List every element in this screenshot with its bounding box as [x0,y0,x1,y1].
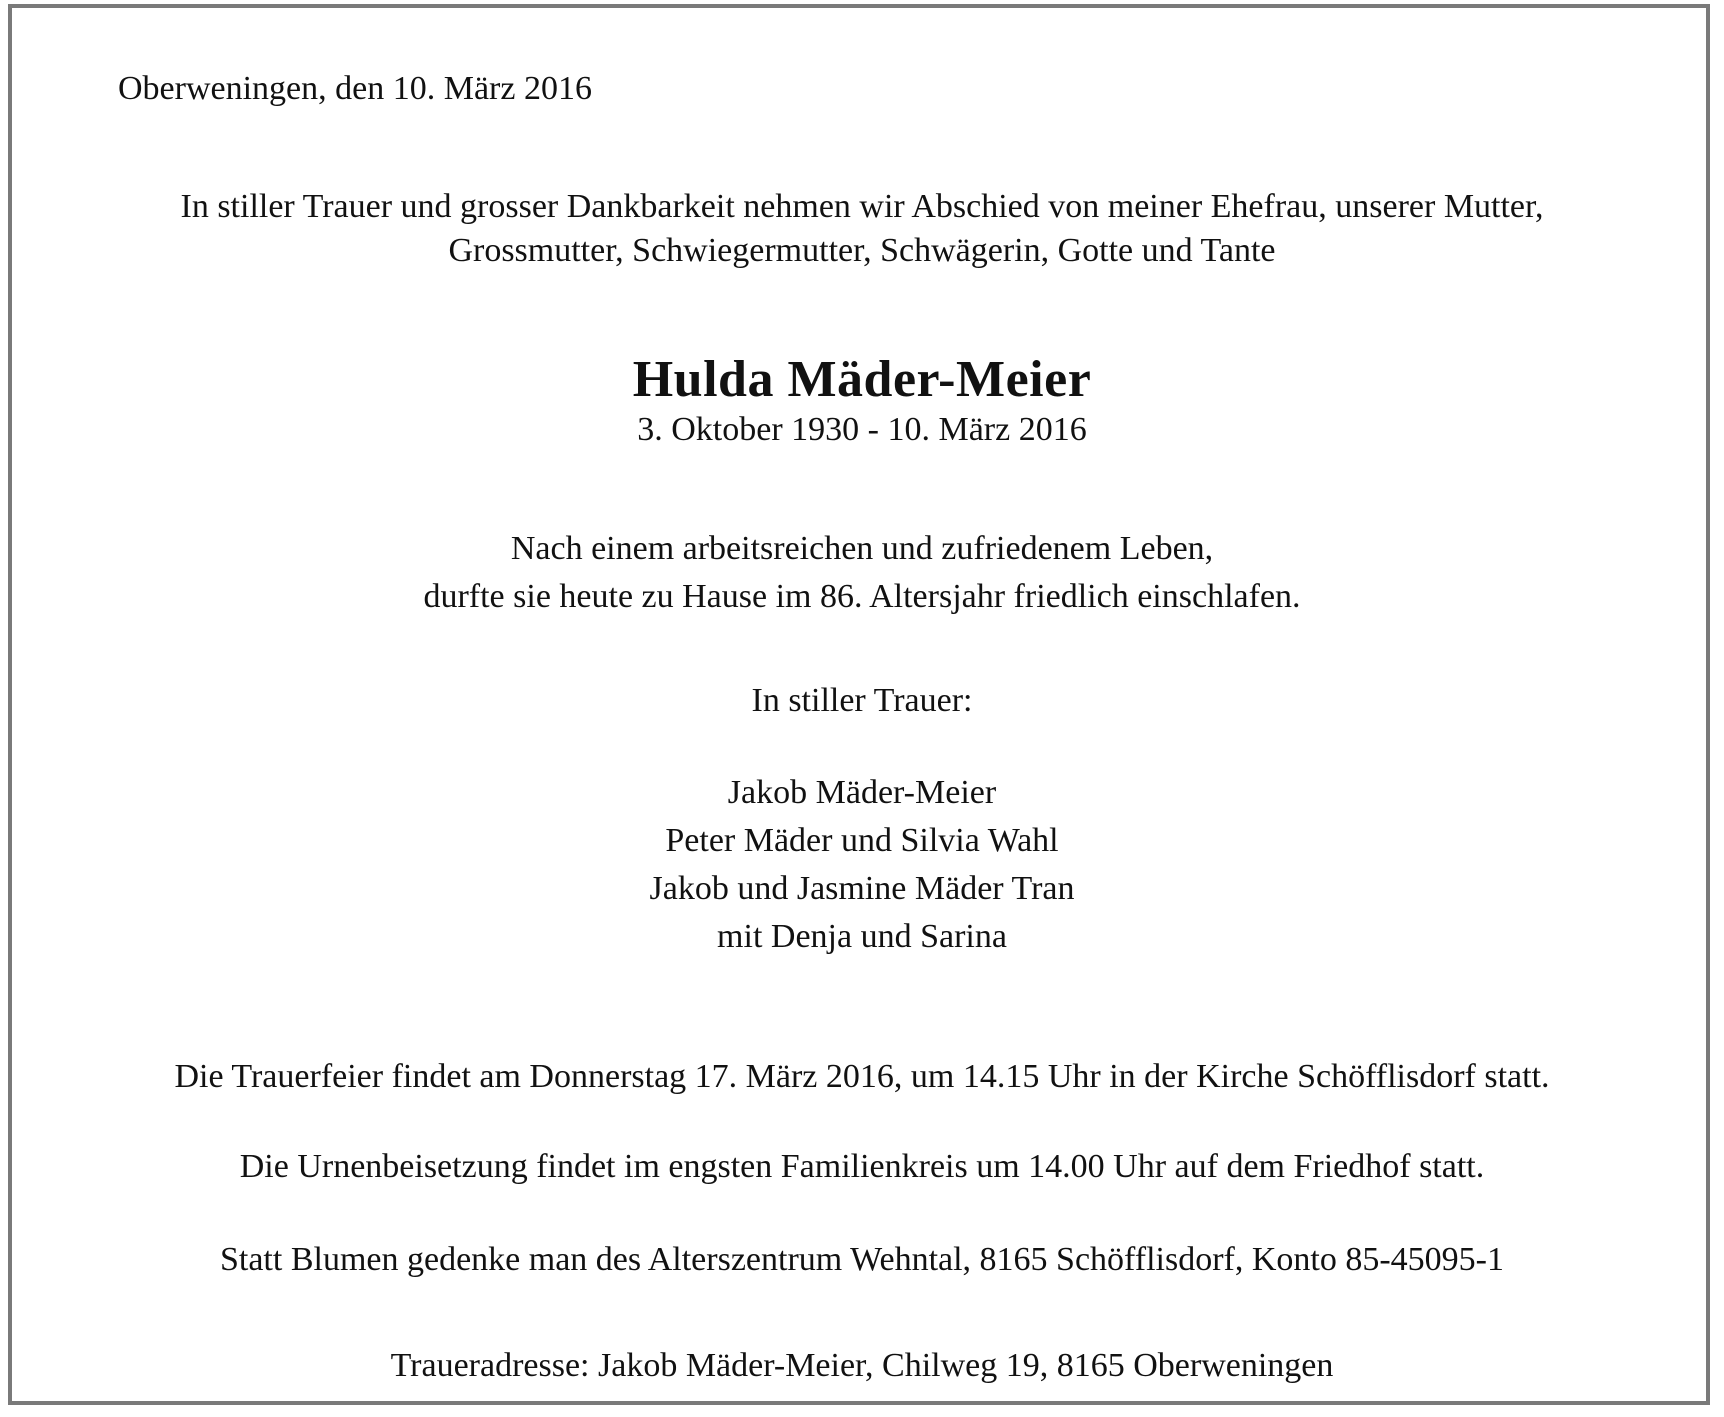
mourning-address: Traueradresse: Jakob Mäder-Meier, Chilweg 19, 8165 Oberweningen [390,1347,1334,1384]
mourners-heading: In stiller Trauer: [751,682,973,719]
ceremony-info: Die Trauerfeier findet am Donnerstag 17. März 2016, um 14.15 Uhr in der Kirche Schöfflisdorf statt. [174,1058,1550,1095]
message-line-2: durfte sie heute zu Hause im 86. Altersjahr friedlich einschlafen. [423,578,1301,615]
mourner-3: Jakob und Jasmine Mäder Tran [649,870,1075,907]
intro-line-1: In stiller Trauer und grosser Dankbarkeit nehmen wir Abschied von meiner Ehefrau, unserer Mutter, [180,188,1544,225]
deceased-dates: 3. Oktober 1930 - 10. März 2016 [637,411,1087,448]
place-date: Oberweningen, den 10. März 2016 [118,70,592,107]
message-line-1: Nach einem arbeitsreichen und zufriedenem Leben, [510,530,1214,567]
deceased-name: Hulda Mäder-Meier [632,351,1092,408]
donation-info: Statt Blumen gedenke man des Alterszentrum Wehntal, 8165 Schöfflisdorf, Konto 85-45095-1 [219,1241,1504,1278]
mourner-4: mit Denja und Sarina [717,918,1007,955]
mourner-1: Jakob Mäder-Meier [727,774,997,811]
mourner-2: Peter Mäder und Silvia Wahl [665,822,1059,859]
burial-info: Die Urnenbeisetzung findet im engsten Familienkreis um 14.00 Uhr auf dem Friedhof statt. [239,1148,1485,1185]
intro-line-2: Grossmutter, Schwiegermutter, Schwägerin, Gotte und Tante [448,232,1276,269]
